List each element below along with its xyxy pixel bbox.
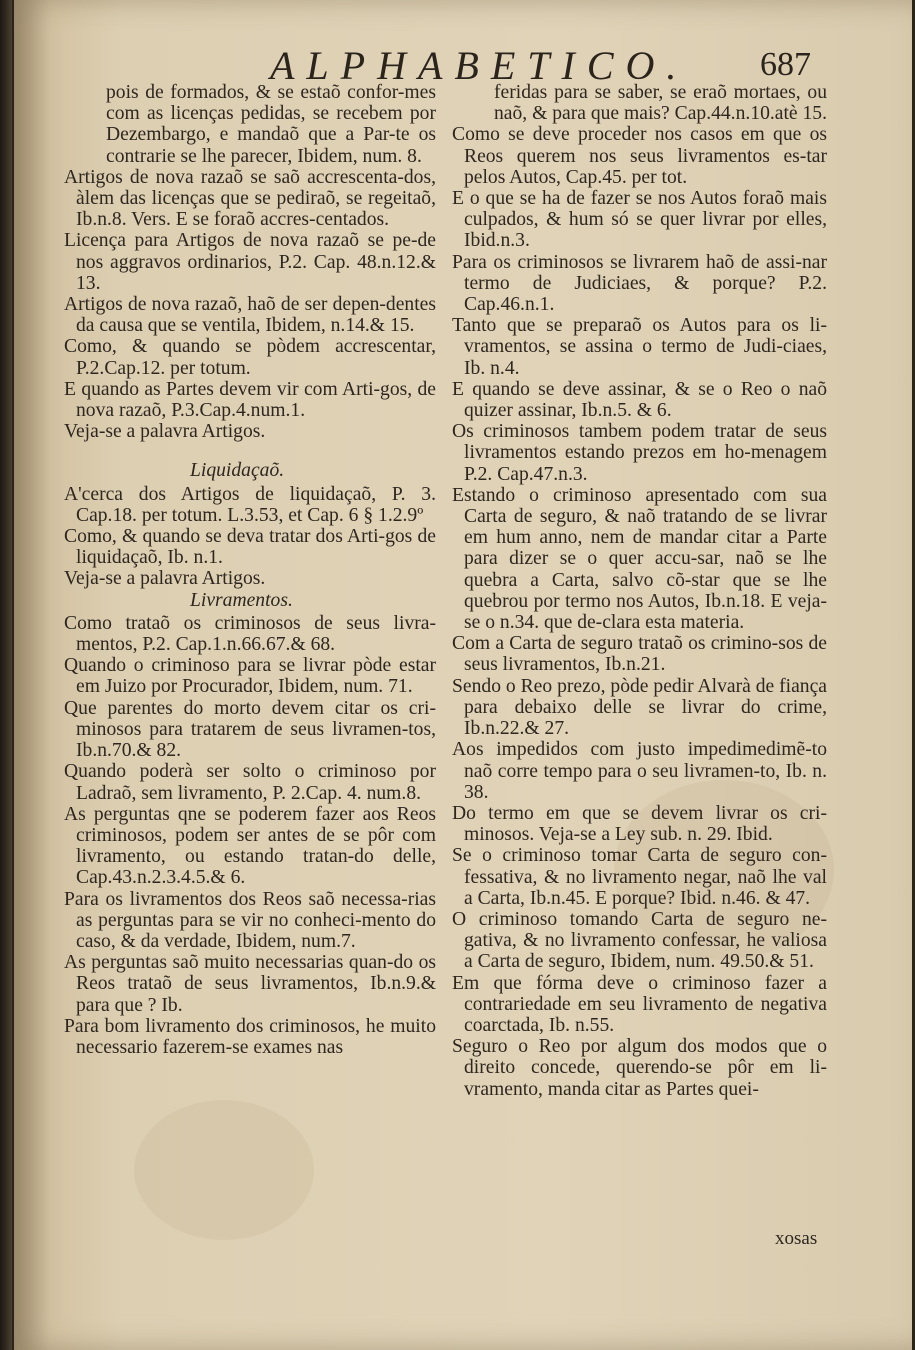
index-entry: Licença para Artigos de nova razaõ se pe-de nos aggravos ordinarios, P.2. Cap. 48.n.12.& 13. <box>64 230 436 294</box>
index-entry: Quando poderà ser solto o criminoso por Ladraõ, sem livramento, P. 2.Cap. 4. num.8. <box>64 761 436 804</box>
index-entry: O criminoso tomando Carta de seguro ne-gativa, & no livramento confessar, he valiosa a Carta de seguro, Ibidem, num. 49.50.& 51. <box>452 908 827 973</box>
index-entry: Quando o criminoso para se livrar pòde estar em Juizo por Procurador, Ibidem, num. 71. <box>64 655 436 698</box>
index-entry: Em que fórma deve o criminoso fazer a contrariedade em seu livramento de negativa coarctada, Ib. n.55. <box>452 972 827 1036</box>
index-entry: Artigos de nova razaõ, haõ de ser depen-dentes da causa que se ventila, Ibidem, n.14.& 15. <box>64 294 436 337</box>
index-entry: Como, & quando se pòdem accrescentar, P.2.Cap.12. per totum. <box>64 336 436 379</box>
right-column <box>452 82 827 1100</box>
index-entry: Estando o criminoso apresentado com sua Carta de seguro, & naõ tratando de se livrar em hum anno, nem de mandar citar a Parte para dizer se o quer accu-sar, naõ se lhe quebra a Carta, salvo cõ-star que se lhe quebrou por termo nos Autos, Ib.n.18. E veja-se o n.34. que de-clara esta materia. <box>452 484 827 634</box>
index-entry: Sendo o Reo prezo, pòde pedir Alvarà de fiança para debaixo delle se livrar do crime, Ib.n.22.& 27. <box>452 675 827 740</box>
catchword: xosas <box>775 1228 818 1249</box>
index-entry: E quando se deve assinar, & se o Reo o naõ quizer assinar, Ib.n.5. & 6. <box>452 378 827 422</box>
index-entry: Como se deve proceder nos casos em que os Reos querem nos seus livramentos es-tar pelos Autos, Cap.45. per tot. <box>452 124 827 188</box>
index-entry: feridas para se saber, se eraõ mortaes, ou naõ, & para que mais? Cap.44.n.10.atè 15. <box>494 82 827 125</box>
page-number: 687 <box>760 46 811 83</box>
index-entry: Como trataõ os criminosos de seus livra-mentos, P.2. Cap.1.n.66.67.& 68. <box>64 612 436 656</box>
index-entry: As perguntas qne se poderem fazer aos Reos criminosos, podem ser antes de se pôr com livramento, ou estando tratan-do delle, Cap.43.n.2.3.4.5.& 6. <box>64 803 436 889</box>
index-entry: pois de formados, & se estaõ confor-mes com as licenças pedidas, se recebem por Dezembargo, e mandaõ que a Par-te os contrarie se lhe parecer, Ibidem, num. 8. <box>106 82 436 167</box>
index-entry: Para os livramentos dos Reos saõ necessa-rias as perguntas para se vir no conheci-mento do caso, & da verdade, Ibidem, num.7. <box>64 888 436 952</box>
index-entry: Como, & quando se deva tratar dos Arti-gos de liquidaçaõ, Ib. n.1. <box>64 526 436 569</box>
index-entry: Os criminosos tambem podem tratar de seus livramentos estando prezos em ho-menagem P.2. Cap.47.n.3. <box>452 421 827 485</box>
index-entry: Tanto que se preparaõ os Autos para os li-vramentos, se assina o termo de Judi-ciaes, Ib. n.4. <box>452 315 827 379</box>
index-entry: Veja-se a palavra Artigos. <box>64 421 266 443</box>
index-entry: Que parentes do morto devem citar os cri-minosos para tratarem de seus livramen-tos, Ib.n.70.& 82. <box>64 697 436 762</box>
running-header: ALPHABETICO. <box>270 43 689 88</box>
index-entry: Veja-se a palavra Artigos. <box>64 568 266 590</box>
index-entry: Para bom livramento dos criminosos, he muito necessario fazerem-se exames nas <box>64 1015 436 1058</box>
index-entry: A'cerca dos Artigos de liquidaçaõ, P. 3. Cap.18. per totum. L.3.53, et Cap. 6 § 1.2.9º <box>64 483 436 526</box>
index-entry: Artigos de nova razaõ se saõ accrescenta-dos, àlem das licenças que se pediraõ, se regeitaõ, Ib.n.8. Vers. E se foraõ accres-centados. <box>64 166 436 231</box>
book-gutter <box>0 0 12 1350</box>
section-heading-liquidacao: Liquidaçaõ. <box>190 460 285 482</box>
index-entry: As perguntas saõ muito necessarias quan-do os Reos trataõ de seus livramentos, Ib.n.9.& para que ? Ib. <box>64 952 436 1016</box>
index-entry: Se o criminoso tomar Carta de seguro con-fessativa, & no livramento negar, naõ lhe val a Carta, Ib.n.45. E porque? Ibid. n.46. & 47. <box>452 845 827 909</box>
index-entry: Para os criminosos se livrarem haõ de assi-nar termo de Judiciaes, & porque? P.2. Cap.46.n.1. <box>452 251 827 316</box>
paper-stain <box>134 1100 314 1240</box>
index-entry: E o que se ha de fazer se nos Autos foraõ mais culpados, & hum só se quer livrar por elles, Ibid.n.3. <box>452 188 827 252</box>
index-entry: E quando as Partes devem vir com Arti-gos, de nova razaõ, P.3.Cap.4.num.1. <box>64 378 436 422</box>
index-entry: Do termo em que se devem livrar os cri-minosos. Veja-se a Ley sub. n. 29. Ibid. <box>452 802 827 846</box>
left-column <box>64 82 436 1058</box>
index-entry: Aos impedidos com justo impedimedimẽ-to naõ corre tempo para o seu livramen-to, Ib. n. 38. <box>452 739 827 803</box>
section-heading-livramentos: Livramentos. <box>190 589 293 611</box>
index-entry: Seguro o Reo por algum dos modos que o direito concede, querendo-se pôr em li-vramento, manda citar as Partes quei- <box>452 1036 827 1100</box>
index-entry: Com a Carta de seguro trataõ os crimino-sos de seus livramentos, Ib.n.21. <box>452 633 827 676</box>
